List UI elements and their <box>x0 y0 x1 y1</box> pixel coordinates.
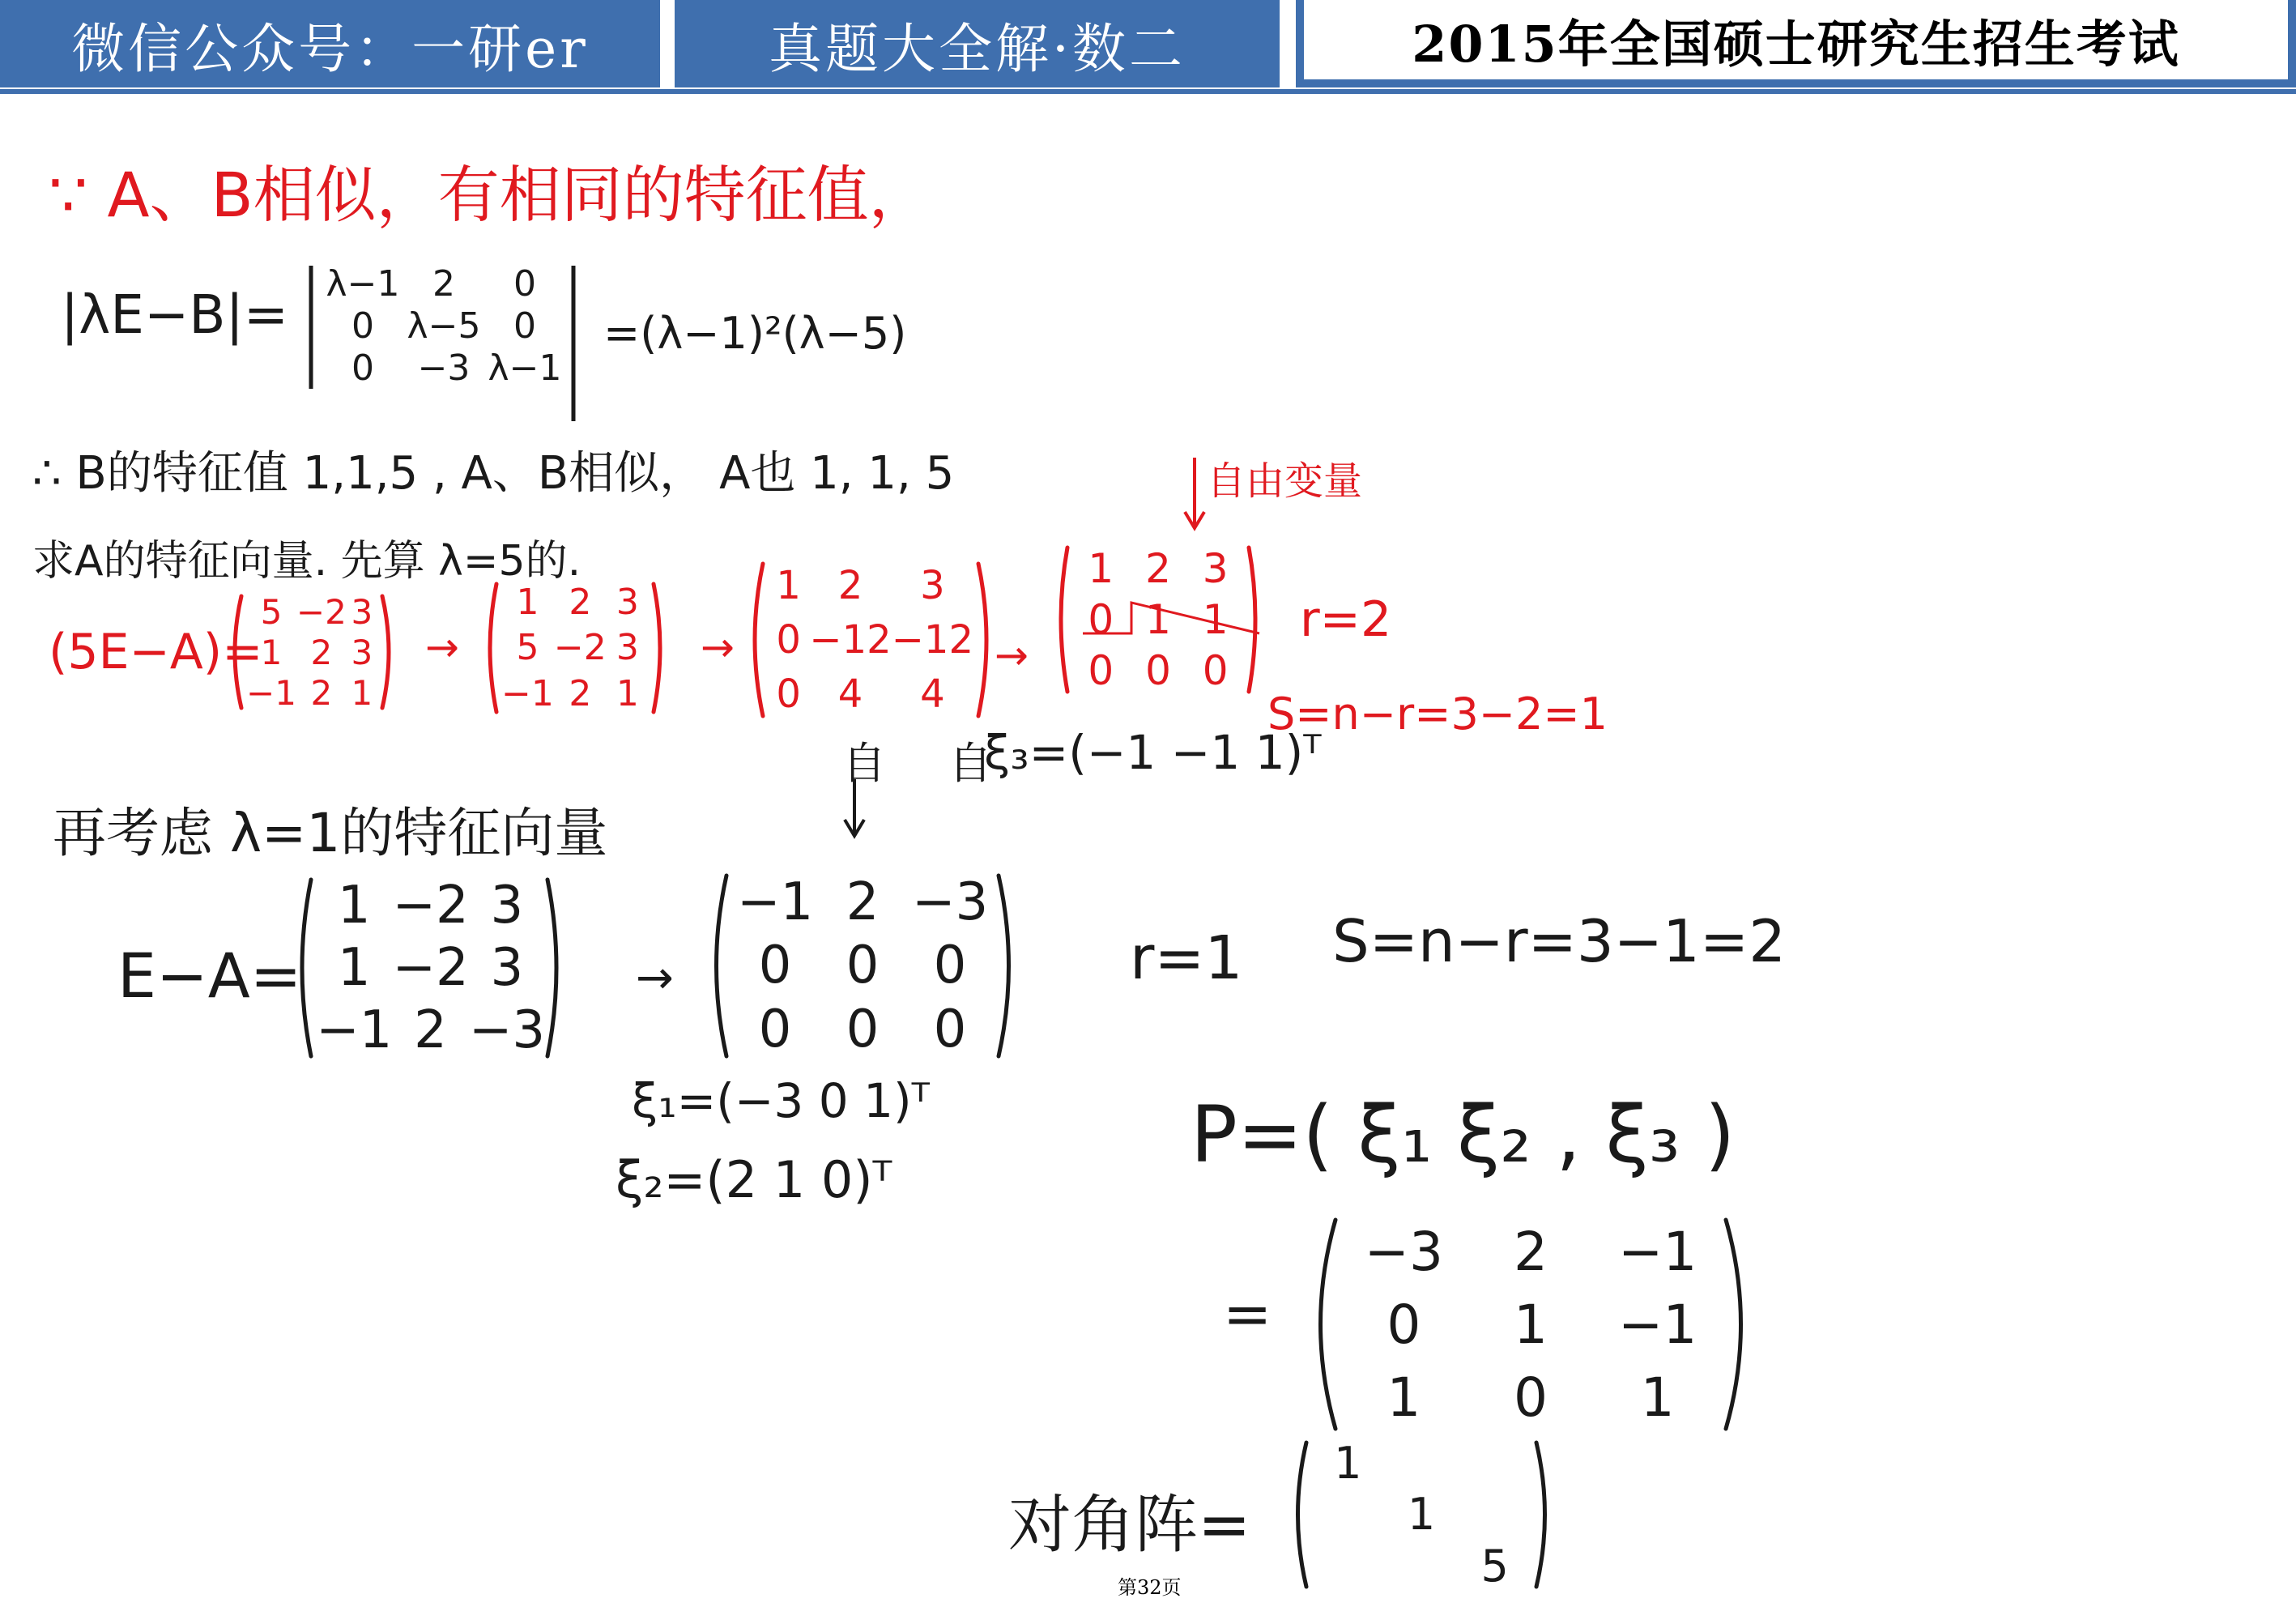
matrix-bracket <box>382 596 389 708</box>
matrix-cell: 1 <box>1407 1489 1436 1541</box>
matrix-p <box>1304 1215 1757 1434</box>
det-cell: 2 <box>432 263 455 305</box>
det-cell: 0 <box>513 263 536 305</box>
matrix-cell: 1 <box>1640 1366 1675 1429</box>
line-lambda-1: 再考虑 λ=1的特征向量 <box>53 802 608 864</box>
matrix-cell: 2 <box>310 672 333 713</box>
free-markers: 自 自 <box>842 738 1017 789</box>
arrow-2: → <box>701 624 735 671</box>
matrix-bracket <box>717 876 727 1056</box>
matrix-bracket <box>235 596 241 708</box>
matrix-5e-a-reduced <box>745 559 996 721</box>
det-grid <box>322 263 565 390</box>
det-matrix <box>306 259 581 421</box>
matrix-cell: 1 <box>1145 595 1171 643</box>
matrix-cell: 1 <box>616 673 639 715</box>
det-cell: 0 <box>513 305 536 347</box>
free-variable-arrow <box>1178 454 1211 535</box>
matrix-cell: 3 <box>351 632 373 672</box>
free-marker-arrow <box>838 778 871 842</box>
header-right-text: 2015年全国硕士研究生招生考试 <box>1412 14 2180 74</box>
det-left: |λE−B|= <box>61 283 289 346</box>
matrix-cell: 3 <box>351 591 373 632</box>
matrix-cell: −2 <box>392 876 469 936</box>
matrix-cell: 0 <box>758 999 792 1059</box>
matrix-cell: 1 <box>260 632 283 672</box>
matrix-bracket <box>1321 1220 1336 1429</box>
matrix-cell: 1 <box>1088 544 1114 592</box>
matrix-cell: −3 <box>1364 1220 1443 1283</box>
matrix-cell: 2 <box>310 632 333 672</box>
det-cell: −3 <box>417 347 471 389</box>
det-cell: 0 <box>351 347 374 389</box>
matrix-bracket <box>302 880 311 1056</box>
matrix-bracket <box>1536 1443 1545 1587</box>
matrix-cell: −12 <box>891 616 973 663</box>
det-result: =(λ−1)²(λ−5) <box>603 308 907 359</box>
s-equation-1: S=n−r=3−2=1 <box>1267 688 1608 740</box>
5e-a-label: (5E−A)= <box>49 624 263 680</box>
matrix-grid <box>501 579 649 717</box>
p-equation: P=( ξ₁ ξ₂ , ξ₃ ) <box>1191 1089 1736 1180</box>
matrix-cell: 1 <box>1334 1438 1362 1490</box>
matrix-cell: −2 <box>553 627 607 669</box>
arrow-4: → <box>636 952 674 1004</box>
matrix-bracket <box>547 880 556 1056</box>
matrix-cell: −1 <box>1618 1220 1698 1283</box>
header-gap <box>1281 0 1296 87</box>
matrix-cell: 0 <box>1145 647 1171 695</box>
matrix-5e-a <box>227 591 397 713</box>
det-cell: λ−5 <box>407 305 481 347</box>
matrix-bracket <box>755 564 763 716</box>
matrix-cell: 0 <box>846 999 880 1059</box>
header-left-text: 微信公众号：一研er <box>71 17 589 80</box>
matrix-grid <box>316 875 546 1061</box>
matrix-bracket <box>999 876 1009 1056</box>
matrix-cell: 0 <box>776 671 801 717</box>
matrix-cell: 0 <box>933 999 967 1059</box>
header-exam <box>1296 0 2296 87</box>
matrix-cell: 2 <box>414 1000 447 1060</box>
rank-r2: r=2 <box>1300 591 1392 648</box>
matrix-bracket <box>490 584 496 712</box>
header-bar <box>0 0 2296 96</box>
p-equals: = <box>1223 1280 1272 1348</box>
matrix-cell: 0 <box>1387 1293 1421 1356</box>
rank-r1: r=1 <box>1130 923 1243 993</box>
matrix-cell: −12 <box>809 616 892 663</box>
xi3-vector: ξ₃=(−1 −1 1)ᵀ <box>984 725 1322 780</box>
matrix-cell: −2 <box>392 937 469 998</box>
line-find-vectors: 求A的特征向量. 先算 λ=5的. <box>32 537 581 586</box>
e-a-label: E−A= <box>117 940 302 1012</box>
matrix-cell: 5 <box>516 627 539 669</box>
matrix-cell: −2 <box>296 591 347 632</box>
matrix-diagonal <box>1288 1438 1555 1592</box>
s-equation-2: S=n−r=3−1=2 <box>1332 907 1787 975</box>
matrix-e-a-reduced <box>705 871 1020 1061</box>
matrix-bracket <box>1061 548 1067 692</box>
matrix-cell: 0 <box>758 936 792 996</box>
matrix-cell: 3 <box>616 627 639 669</box>
header-wechat <box>0 0 660 87</box>
matrix-cell: 1 <box>1202 595 1229 643</box>
xi1-vector: ξ₁=(−3 0 1)ᵀ <box>632 1073 930 1128</box>
matrix-cell: −1 <box>501 673 554 715</box>
page-number: 第32页 <box>1118 1576 1182 1599</box>
header-divider <box>0 89 2296 94</box>
diagonal-label: 对角阵= <box>1008 1489 1251 1562</box>
matrix-cell: 2 <box>837 563 863 609</box>
matrix-grid <box>731 871 994 1061</box>
line-similar: ∵ A、B相似，有相同的特征值， <box>49 159 931 231</box>
matrix-bracket <box>654 584 660 712</box>
matrix-cell: 2 <box>1145 544 1171 592</box>
matrix-cell: 0 <box>933 936 967 996</box>
det-cell: 0 <box>351 305 374 347</box>
xi2-vector: ξ₂=(2 1 0)ᵀ <box>616 1150 892 1209</box>
matrix-cell: 3 <box>616 581 639 623</box>
matrix-cell: 1 <box>337 937 371 998</box>
header-middle-text: 真题大全解·数二 <box>769 17 1186 80</box>
matrix-cell: 4 <box>920 671 945 717</box>
matrix-cell: −1 <box>316 1000 393 1060</box>
matrix-cell: 2 <box>846 872 880 933</box>
det-cell: λ−1 <box>326 263 400 305</box>
matrix-cell: −3 <box>468 1000 546 1060</box>
matrix-cell: 5 <box>1480 1540 1509 1592</box>
matrix-cell: 1 <box>351 672 373 713</box>
matrix-bracket <box>1298 1443 1307 1587</box>
matrix-cell: 2 <box>1513 1220 1548 1283</box>
matrix-cell: 0 <box>776 616 801 663</box>
matrix-cell: −1 <box>1618 1293 1698 1356</box>
matrix-5e-a-swapped <box>482 579 668 717</box>
arrow-3: → <box>995 632 1029 679</box>
matrix-cell: 2 <box>569 673 592 715</box>
matrix-cell: 1 <box>337 876 371 936</box>
matrix-cell: 0 <box>1088 595 1114 643</box>
free-variable-note: 自由变量 <box>1207 458 1363 504</box>
matrix-cell: 3 <box>1202 544 1229 592</box>
line-eigen-b: ∴ B的特征值 1,1,5 , A、B相似， A也 1, 1, 5 <box>32 447 955 500</box>
matrix-grid <box>1340 1215 1721 1434</box>
matrix-bracket <box>978 564 986 716</box>
matrix-cell: −3 <box>911 872 989 933</box>
matrix-cell: −1 <box>736 872 814 933</box>
matrix-cell: 0 <box>1202 647 1229 695</box>
header-book <box>675 0 1280 87</box>
det-cell: λ−1 <box>488 347 562 389</box>
matrix-cell: 5 <box>260 591 283 632</box>
matrix-cell: 0 <box>1513 1366 1548 1429</box>
matrix-cell: 1 <box>776 563 801 609</box>
matrix-cell: 3 <box>490 937 524 998</box>
matrix-grid <box>1311 1438 1531 1592</box>
matrix-cell: 3 <box>920 563 945 609</box>
matrix-grid <box>246 591 377 713</box>
matrix-cell: 0 <box>846 936 880 996</box>
matrix-cell: 0 <box>1088 647 1114 695</box>
matrix-cell: −1 <box>246 672 296 713</box>
matrix-bracket <box>1726 1220 1741 1429</box>
matrix-grid <box>768 559 973 721</box>
matrix-cell: 1 <box>1513 1293 1548 1356</box>
matrix-cell: 1 <box>1387 1366 1421 1429</box>
matrix-cell: 1 <box>516 581 539 623</box>
matrix-cell: 3 <box>490 876 524 936</box>
arrow-1: → <box>425 624 459 671</box>
echelon-step-line <box>1081 599 1267 640</box>
matrix-e-a <box>292 875 567 1061</box>
matrix-cell: 4 <box>837 671 863 717</box>
matrix-cell: 2 <box>569 581 592 623</box>
